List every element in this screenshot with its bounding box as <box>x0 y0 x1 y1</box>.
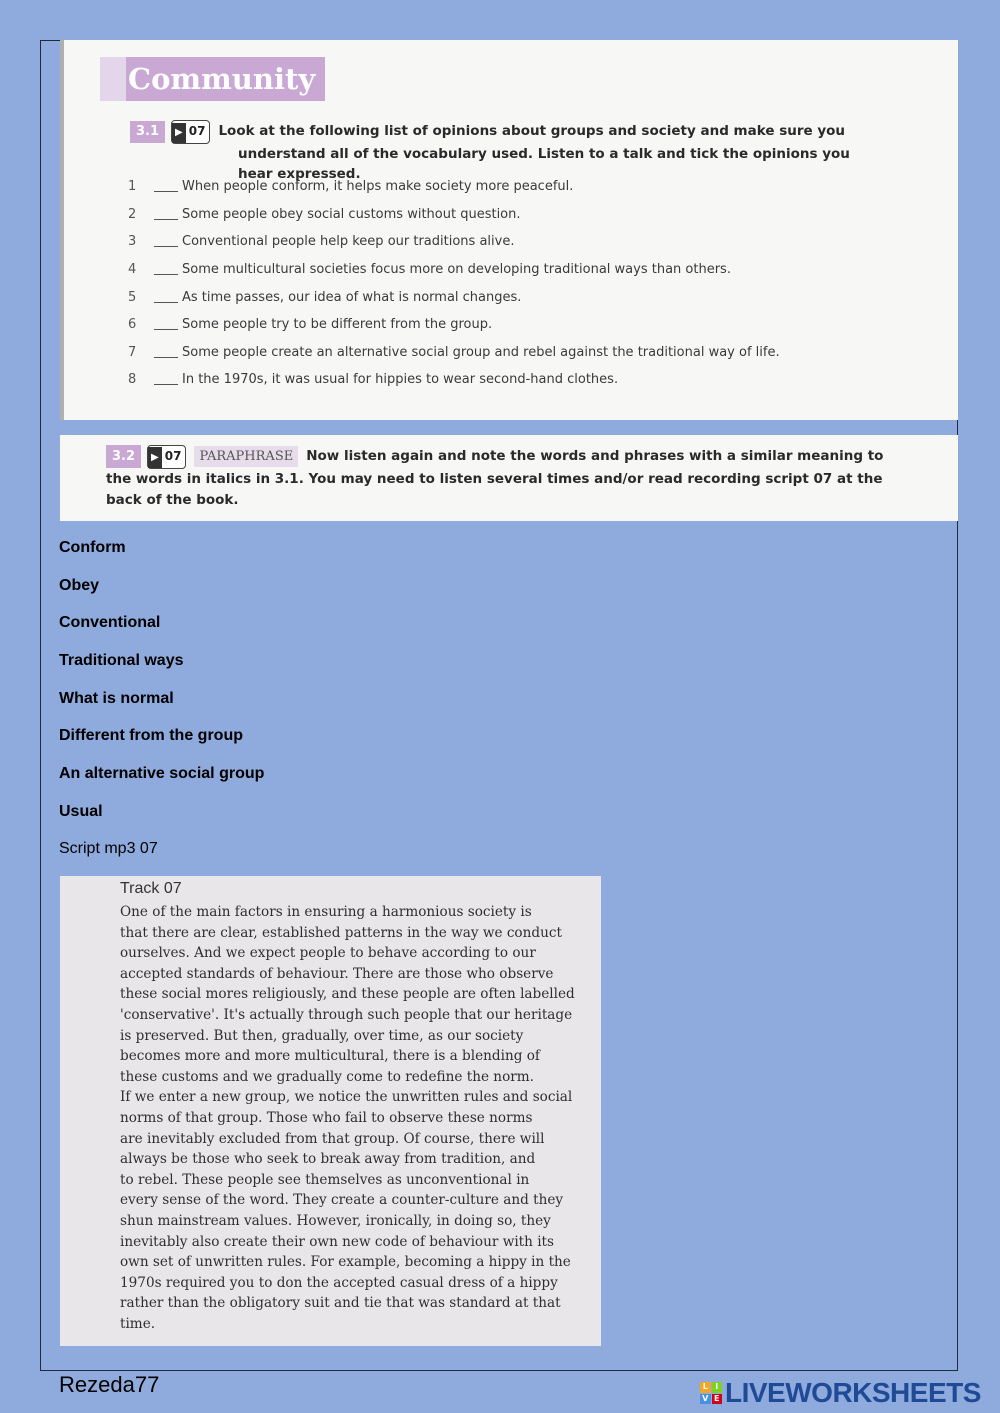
opinion-item: 1 When people conform, it helps make society more peaceful. <box>128 179 574 195</box>
transcript-title: Track 07 <box>120 880 182 897</box>
transcript-line: is preserved. But then, gradually, over time, as our society <box>120 1027 524 1044</box>
vocab-item: Conform <box>59 539 126 556</box>
vocab-item: An alternative social group <box>59 765 265 783</box>
vocabulary-list <box>59 537 264 839</box>
paraphrase-tag: PARAPHRASE <box>194 446 298 467</box>
tick-blank <box>154 292 178 303</box>
transcript-line: 'conservative'. It's actually through such people that our heritage <box>120 1006 573 1023</box>
transcript-line: are inevitably excluded from that group. Of course, there will <box>120 1130 545 1147</box>
exercise-number: 3.2 <box>106 445 141 468</box>
opinions-list <box>128 173 888 394</box>
opinion-item: 5 As time passes, our idea of what is normal changes. <box>128 289 522 305</box>
opinion-item: 8 In the 1970s, it was usual for hippies to wear second-hand clothes. <box>128 372 619 388</box>
transcript-line: shun mainstream values. However, ironically, in doing so, they <box>120 1212 551 1229</box>
tick-blank <box>154 209 178 220</box>
tick-blank <box>154 374 178 385</box>
vocab-item: What is normal <box>59 689 174 707</box>
exercise-number: 3.1 <box>130 121 165 143</box>
transcript-line: rather than the obligatory suit and tie that was standard at that <box>120 1295 561 1312</box>
play-icon: ▶ <box>172 123 186 143</box>
audio-track-chip: ▶ 07 <box>147 445 186 469</box>
liveworksheets-logo-icon: L I V E <box>700 1382 722 1404</box>
transcript-line: own set of unwritten rules. For example, becoming a hippy in the <box>120 1254 571 1271</box>
transcript-scan <box>60 876 601 1346</box>
transcript-line: that there are clear, established patterns in the way we conduct <box>120 924 562 941</box>
opinion-item: 3 Conventional people help keep our traditions alive. <box>128 234 515 250</box>
transcript-line: norms of that group. Those who fail to observe these norms <box>120 1109 533 1126</box>
transcript-line: to rebel. These people see themselves as unconventional in <box>120 1171 530 1188</box>
vocab-item: Usual <box>59 802 103 820</box>
exercise-3-2-scan <box>60 435 958 521</box>
opinion-item: 4 Some multicultural societies focus more on developing traditional ways than others. <box>128 262 731 278</box>
tick-blank <box>154 264 178 275</box>
opinion-item: 7 Some people create an alternative social group and rebel against the traditional way of life. <box>128 344 780 360</box>
transcript-line: always be those who seek to break away from tradition, and <box>120 1151 536 1168</box>
brand-text: LIVEWORKSHEETS <box>725 1377 981 1408</box>
tick-blank <box>154 347 178 358</box>
vocab-item: Obey <box>59 576 100 594</box>
liveworksheets-brand[interactable] <box>700 1377 981 1409</box>
exercise-3-1-instructions: 3.1 ▶ 07 Look at the following list of opinions about groups and society and make sure you understand all of the vocabulary used. Listen to a talk and tick the opinions you hear expressed. <box>130 120 870 184</box>
transcript-line: these social mores religiously, and these people are often labelled <box>120 986 575 1003</box>
audio-track-chip: ▶ 07 <box>171 120 210 144</box>
author-name: Rezeda77 <box>59 1372 160 1397</box>
transcript-line: One of the main factors in ensuring a harmonious society is <box>120 904 532 920</box>
vocab-item: Different from the group <box>59 727 243 745</box>
vocab-item: Traditional ways <box>59 652 184 670</box>
exercise-3-1-scan <box>60 40 958 420</box>
opinion-item: 6 Some people try to be different from the group. <box>128 317 493 333</box>
transcript-body <box>120 902 590 1334</box>
transcript-line: these customs and we gradually come to redefine the norm. <box>120 1068 534 1085</box>
transcript-line: every sense of the word. They create a counter-culture and they <box>120 1192 564 1209</box>
tick-blank <box>154 319 178 330</box>
transcript-line: inevitably also create their own new code of behaviour with its <box>120 1233 554 1250</box>
transcript-line: becomes more and more multicultural, there is a blending of <box>120 1048 540 1065</box>
unit-title: Community <box>100 57 325 101</box>
transcript-line: 1970s required you to don the accepted casual dress of a hippy <box>120 1274 558 1291</box>
transcript-line: time. <box>120 1315 156 1332</box>
vocab-item: Conventional <box>59 614 161 632</box>
tick-blank <box>154 236 178 247</box>
opinion-item: 2 Some people obey social customs without question. <box>128 206 521 222</box>
script-label: Script mp3 07 <box>59 840 158 857</box>
scan-edge <box>60 40 64 420</box>
tick-blank <box>154 181 178 192</box>
transcript-line: accepted standards of behaviour. There are those who observe <box>120 965 554 982</box>
transcript-line: If we enter a new group, we notice the unwritten rules and social <box>120 1089 573 1106</box>
play-icon: ▶ <box>148 447 162 468</box>
transcript-line: ourselves. And we expect people to behave according to our <box>120 945 536 962</box>
exercise-3-2-instructions: 3.2 ▶ 07 PARAPHRASE Now listen again and note the words and phrases with a similar meaning to the words in italics in 3.1. You may need to listen several times and/or read recording script 07 at the back of the book. <box>106 445 886 511</box>
